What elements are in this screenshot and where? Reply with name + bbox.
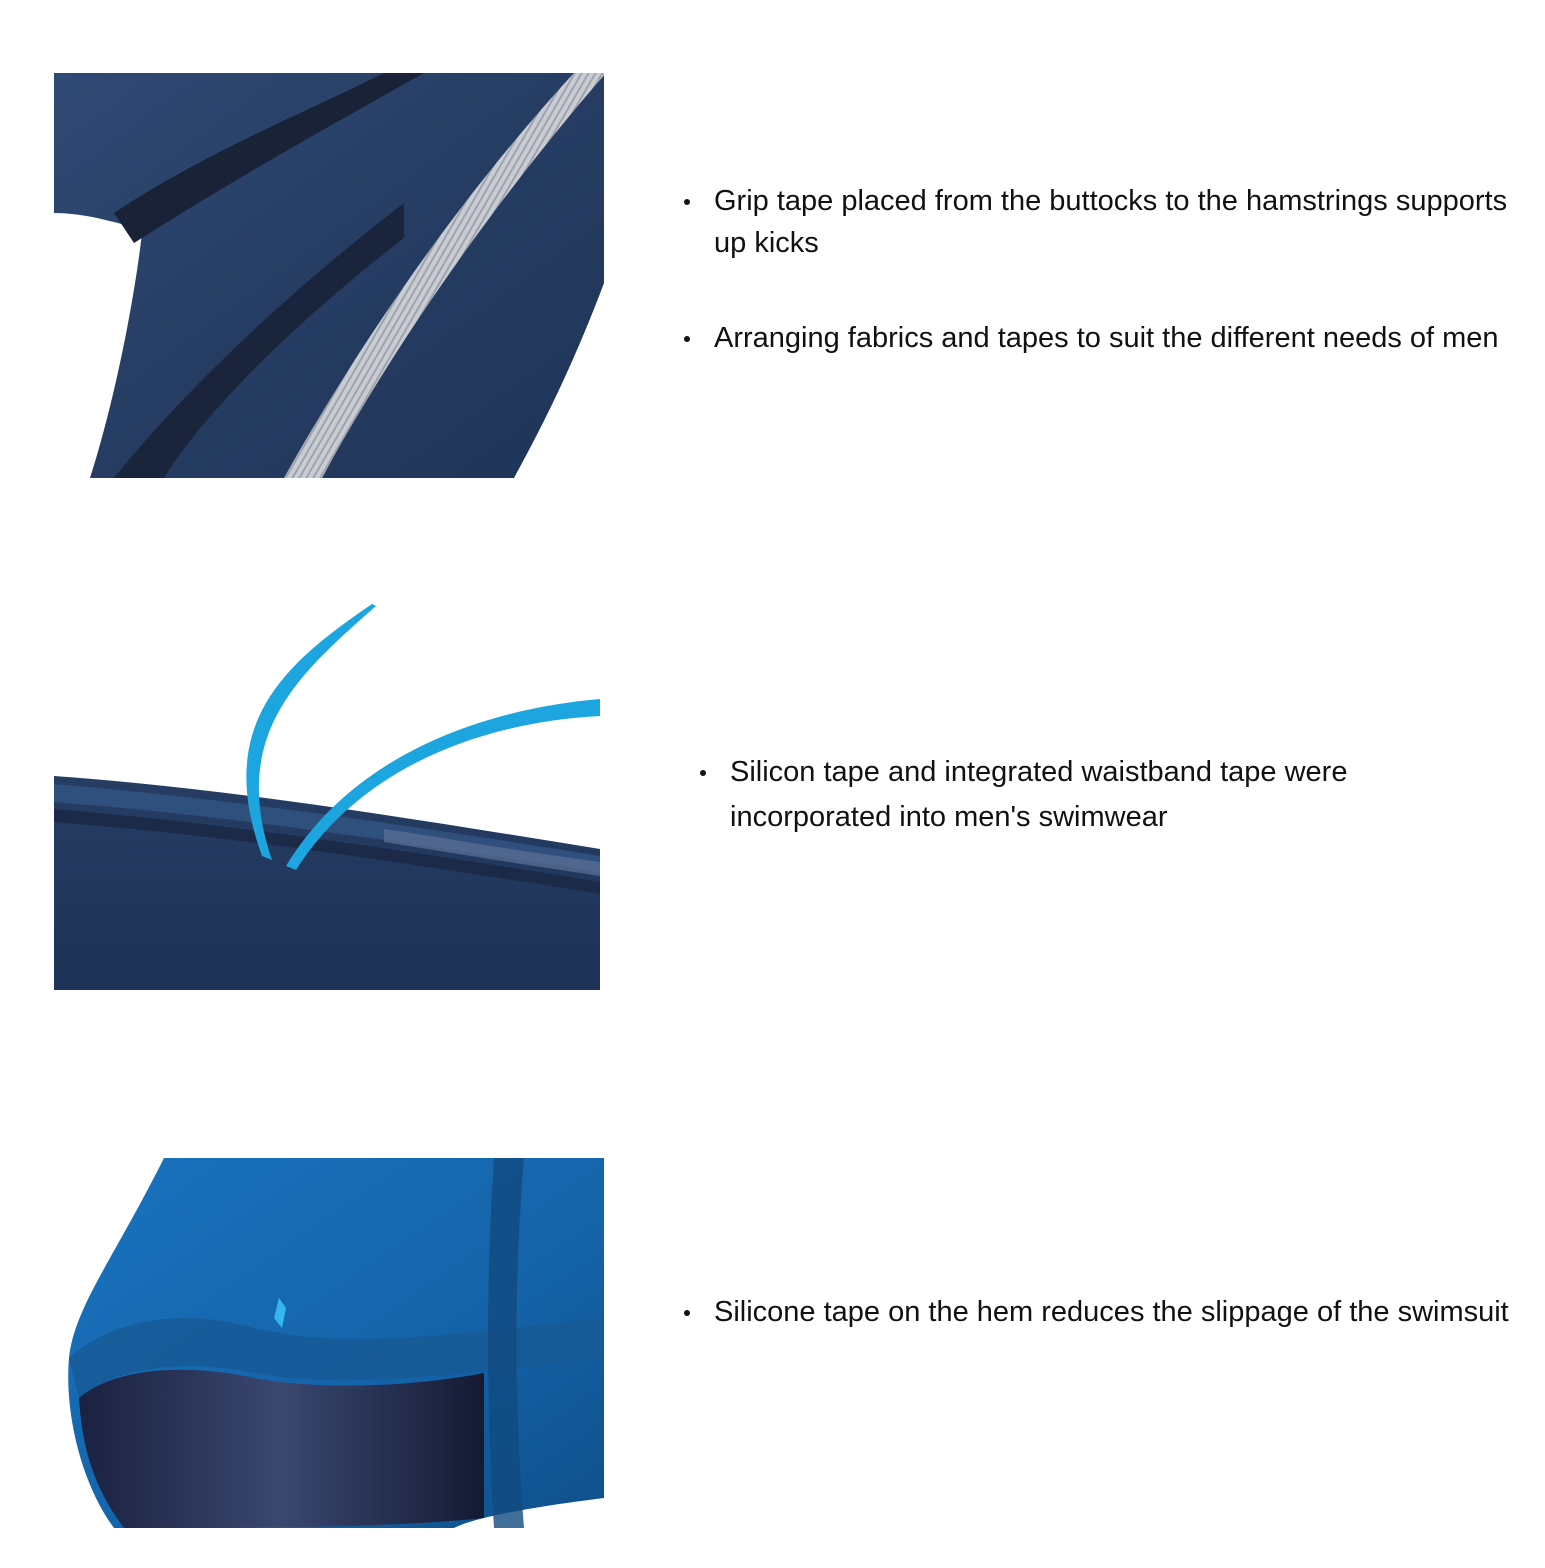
hem-photo: [54, 1158, 604, 1528]
waistband-illustration: [54, 604, 600, 990]
feature-bullet: Silicone tape on the hem reduces the slippage of the swimsuit: [684, 1290, 1514, 1335]
feature-bullet: Grip tape placed from the buttocks to the hamstrings supports up kicks: [684, 180, 1514, 264]
waistband-features: [700, 750, 1500, 840]
waistband-photo: [54, 604, 600, 990]
feature-bullet: Silicon tape and integrated waistband tape were incorporated into men's swimwear: [700, 750, 1500, 840]
grip-tape-features: [684, 180, 1514, 359]
hem-features: [684, 1290, 1514, 1335]
feature-bullet: Arranging fabrics and tapes to suit the different needs of men: [684, 317, 1514, 359]
hem-illustration: [54, 1158, 604, 1528]
grip-tape-photo: [54, 73, 604, 478]
grip-tape-illustration: [54, 73, 604, 478]
